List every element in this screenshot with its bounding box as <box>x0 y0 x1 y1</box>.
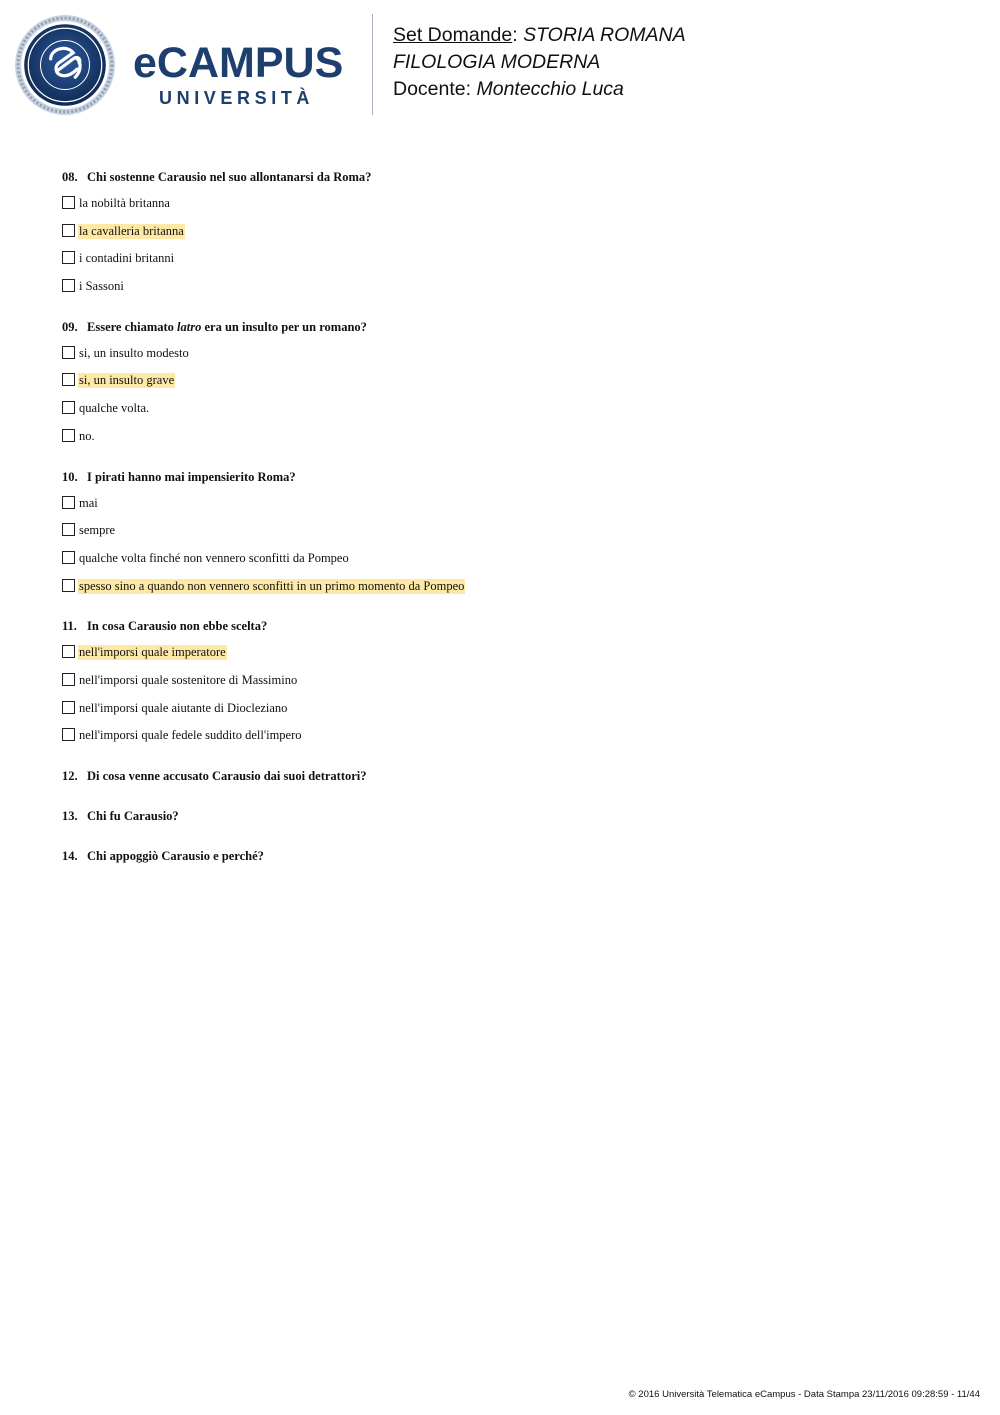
answer-checkbox[interactable] <box>62 728 75 741</box>
teacher-line <box>393 76 686 103</box>
teacher-name: Montecchio Luca <box>476 78 624 100</box>
answer-checkbox[interactable] <box>62 579 75 592</box>
answer-option[interactable] <box>62 645 962 673</box>
answer-option[interactable] <box>62 279 962 307</box>
question-10 <box>62 470 962 607</box>
answer-checkbox[interactable] <box>62 523 75 536</box>
question-12 <box>62 769 962 784</box>
answer-checkbox[interactable] <box>62 224 75 237</box>
answer-checkbox[interactable] <box>62 373 75 386</box>
answer-option[interactable] <box>62 496 962 524</box>
question-number: 08. <box>62 170 78 184</box>
question-text-before: Essere chiamato <box>87 319 178 334</box>
question-text: I pirati hanno mai impensierito Roma? <box>87 469 296 484</box>
logo-brand-text: eCAMPUS <box>133 39 344 87</box>
course-name: STORIA ROMANA <box>523 24 686 46</box>
answer-checkbox[interactable] <box>62 429 75 442</box>
question-number: 12. <box>62 769 78 783</box>
header-divider <box>372 14 373 115</box>
answer-option[interactable] <box>62 429 962 457</box>
question-09 <box>62 320 962 457</box>
answer-checkbox[interactable] <box>62 701 75 714</box>
answer-text: qualche volta finché non vennero sconfitti da Pompeo <box>79 550 349 565</box>
answer-text: la nobiltà britanna <box>79 196 170 210</box>
answer-text-highlighted: nell'imporsi quale imperatore <box>79 645 226 660</box>
answer-option[interactable] <box>62 251 962 279</box>
answer-text-highlighted: spesso sino a quando non vennero sconfitti in un primo momento da Pompeo <box>79 578 465 593</box>
question-title <box>62 849 962 864</box>
question-title <box>62 619 962 634</box>
answer-text: si, un insulto modesto <box>79 345 189 360</box>
answer-option[interactable] <box>62 551 962 579</box>
question-11 <box>62 619 962 756</box>
logo-subtitle-text: UNIVERSITÀ <box>159 88 315 108</box>
question-title <box>62 320 962 335</box>
answer-checkbox[interactable] <box>62 196 75 209</box>
question-number: 13. <box>62 809 78 823</box>
question-number: 11. <box>62 619 77 634</box>
ecampus-seal-logo <box>14 14 116 116</box>
answer-text: i contadini britanni <box>79 251 175 266</box>
answer-text: nell'imporsi quale fedele suddito dell'impero <box>79 728 302 743</box>
answer-checkbox[interactable] <box>62 673 75 686</box>
answer-checkbox[interactable] <box>62 496 75 509</box>
question-title <box>62 470 962 485</box>
question-08 <box>62 170 962 307</box>
question-text-italic: latro <box>177 319 202 334</box>
set-line <box>393 22 686 49</box>
answer-text: mai <box>79 495 98 510</box>
question-text: Chi fu Carausio? <box>87 809 179 823</box>
answer-option[interactable] <box>62 346 962 374</box>
answer-option[interactable] <box>62 701 962 729</box>
question-text: In cosa Carausio non ebbe scelta? <box>87 619 268 634</box>
question-list <box>62 170 962 889</box>
question-text-after: era un insulto per un romano? <box>201 319 367 334</box>
answer-text: i Sassoni <box>79 279 124 294</box>
question-title <box>62 769 962 784</box>
page-footer: © 2016 Università Telematica eCampus - Data Stampa 23/11/2016 09:28:59 - 11/44 <box>628 1389 980 1400</box>
answer-option[interactable] <box>62 401 962 429</box>
question-number: 14. <box>62 849 78 863</box>
answer-option[interactable] <box>62 579 962 607</box>
answer-option[interactable] <box>62 523 962 551</box>
answer-checkbox[interactable] <box>62 279 75 292</box>
answer-text: nell'imporsi quale aiutante di Diocleziano <box>79 700 288 715</box>
answer-option[interactable] <box>62 373 962 401</box>
ecampus-wordmark <box>133 38 358 113</box>
page-header <box>0 0 1000 130</box>
answer-option[interactable] <box>62 673 962 701</box>
answer-text: qualche volta. <box>79 401 150 416</box>
answer-option[interactable] <box>62 728 962 756</box>
answer-option[interactable] <box>62 196 962 224</box>
answer-text: sempre <box>79 523 116 538</box>
answer-checkbox[interactable] <box>62 551 75 564</box>
answer-text: nell'imporsi quale sostenitore di Massimino <box>79 672 298 687</box>
set-separator: : <box>512 24 518 46</box>
answer-checkbox[interactable] <box>62 251 75 264</box>
question-text: Di cosa venne accusato Carausio dai suoi detrattori? <box>87 769 367 783</box>
answer-checkbox[interactable] <box>62 346 75 359</box>
question-14 <box>62 849 962 864</box>
question-number: 10. <box>62 469 78 484</box>
answer-text-highlighted: si, un insulto grave <box>79 373 175 388</box>
set-label: Set Domande <box>393 24 513 46</box>
answer-option[interactable] <box>62 224 962 252</box>
question-13 <box>62 809 962 824</box>
answer-text-highlighted: la cavalleria britanna <box>79 223 184 238</box>
question-text: Chi sostenne Carausio nel suo allontanarsi da Roma? <box>87 170 372 184</box>
header-info <box>393 22 686 103</box>
teacher-label: Docente: <box>393 78 472 100</box>
program-name: FILOLOGIA MODERNA <box>393 51 601 73</box>
answer-text: no. <box>79 428 95 443</box>
question-title <box>62 170 962 185</box>
question-number: 09. <box>62 319 78 334</box>
program-line <box>393 49 686 76</box>
question-title <box>62 809 962 824</box>
answer-checkbox[interactable] <box>62 401 75 414</box>
answer-checkbox[interactable] <box>62 645 75 658</box>
question-text: Chi appoggiò Carausio e perché? <box>87 849 264 863</box>
